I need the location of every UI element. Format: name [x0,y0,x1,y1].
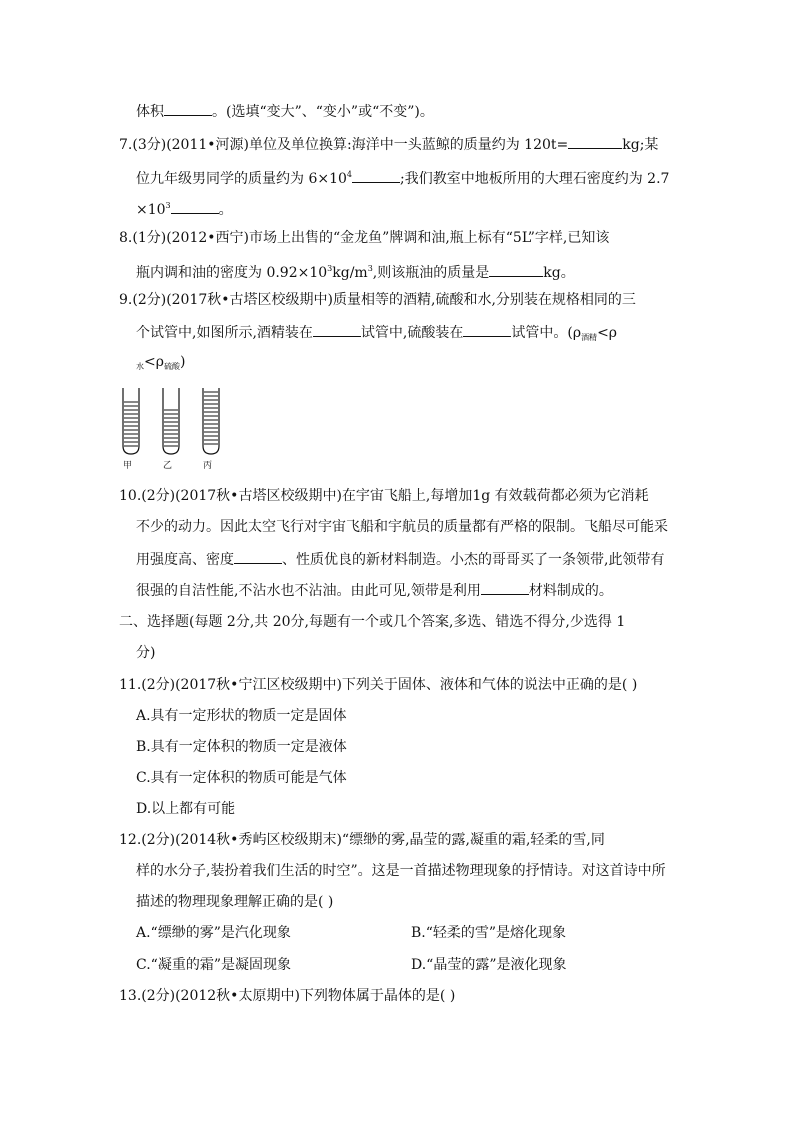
test-tubes-figure [119,386,229,472]
q7-line-1: 7.(3分)(2011•河源)单位及单位换算:海洋中一头蓝鲸的质量约为 120t= kg;某 [119,134,679,154]
tube-label-yi: 乙 [163,461,173,471]
q11-option-c[interactable]: C.具有一定体积的物质可能是气体 [136,770,347,786]
q12-line-1: 12.(2分)(2014秋•秀屿区校级期末)“缥缈的雾,晶莹的露,凝重的霜,轻柔的雪,同 [119,832,605,848]
q12-option-c[interactable]: C.“凝重的霜”是凝固现象 [136,957,291,973]
q9-line-2: 个试管中,如图所示,酒精装在 试管中,硫酸装在 试管中。($\rho_{酒精}<\rho$ [136,322,696,342]
q7-line-3: $\times 10^3$ 。 [136,201,233,218]
q10-line-3: 用强度高、密度 、性质优良的新材料制造。小杰的哥哥买了一条领带,此领带有 [136,549,696,569]
q9-line-3: $_水<\rho_{硫酸}$) [136,354,186,371]
q11-option-d[interactable]: D.以上都有可能 [136,801,236,817]
q8-line-1: 8.(1分)(2012•西宁)市场上出售的“金龙鱼”牌调和油,瓶上标有“5L”字样,已知该 [119,230,610,246]
intro-line [136,101,696,121]
q12-option-b[interactable]: B.“轻柔的雪”是熔化现象 [411,925,567,941]
answer-blank[interactable] [568,134,622,149]
answer-blank[interactable] [489,262,543,277]
q10-line-1: 10.(2分)(2017秋•古塔区校级期中)在宇宙飞船上,每增加1g 有效载荷都必须为它消耗 [119,488,649,504]
intro-suffix: 。(选填“变大”、“变小”或“不变”)。 [212,104,434,120]
tube-yi-icon [163,388,179,454]
answer-blank[interactable] [234,549,282,564]
q11-stem: 11.(2分)(2017秋•宁江区校级期中)下列关于固体、液体和气体的说法中正确的是( ) [119,677,638,693]
section-2-heading: 二、选择题(每题 2分,共 20分,每题有一个或几个答案,多选、错选不得分,少选得 1 [119,614,626,630]
q10-line-2: 不少的动力。因此太空飞行对宇宙飞船和宇航员的质量都有严格的限制。飞船尽可能采 [136,519,668,535]
answer-blank[interactable] [352,168,400,183]
q11-option-b[interactable]: B.具有一定体积的物质一定是液体 [136,739,347,755]
test-tubes-diagram [119,386,229,460]
q12-option-a[interactable]: A.“缥缈的雾”是汽化现象 [136,925,291,941]
q12-line-2: 样的水分子,装扮着我们生活的时空”。这是一首描述物理现象的抒情诗。对这首诗中所 [136,863,666,879]
answer-blank[interactable] [463,322,511,337]
q13-stem: 13.(2分)(2012秋•太原期中)下列物体属于晶体的是( ) [119,988,456,1004]
tube-jia-icon [123,388,139,454]
q12-option-d[interactable]: D.“晶莹的露”是液化现象 [411,957,567,973]
intro-prefix: 体积 [136,104,164,120]
q11-option-a[interactable]: A.具有一定形状的物质一定是固体 [136,708,347,724]
q12-line-3: 描述的物理现象理解正确的是( ) [136,894,334,910]
q10-line-4: 很强的自洁性能,不沾水也不沾油。由此可见,领带是利用 材料制成的。 [136,580,696,600]
q9-line-1: 9.(2分)(2017秋•古塔区校级期中)质量相等的酒精,硫酸和水,分别装在规格相同的三 [119,292,636,308]
tube-label-jia: 甲 [123,461,133,471]
answer-blank[interactable] [164,101,212,116]
answer-blank[interactable] [313,322,361,337]
tube-label-bing: 丙 [203,461,213,471]
answer-blank[interactable] [481,580,529,595]
q8-line-2: 瓶内调和油的密度为 $0.92\times 10^3kg/m^3$,则该瓶油的质量是 kg。 [136,264,575,281]
section-2-heading-cont: 分) [136,645,156,661]
answer-blank[interactable] [171,199,219,214]
q7-line-2: 位九年级男同学的质量约为 $6\times 10^4$ ;我们教室中地板所用的大理石密度约为 2.7 [136,170,670,187]
